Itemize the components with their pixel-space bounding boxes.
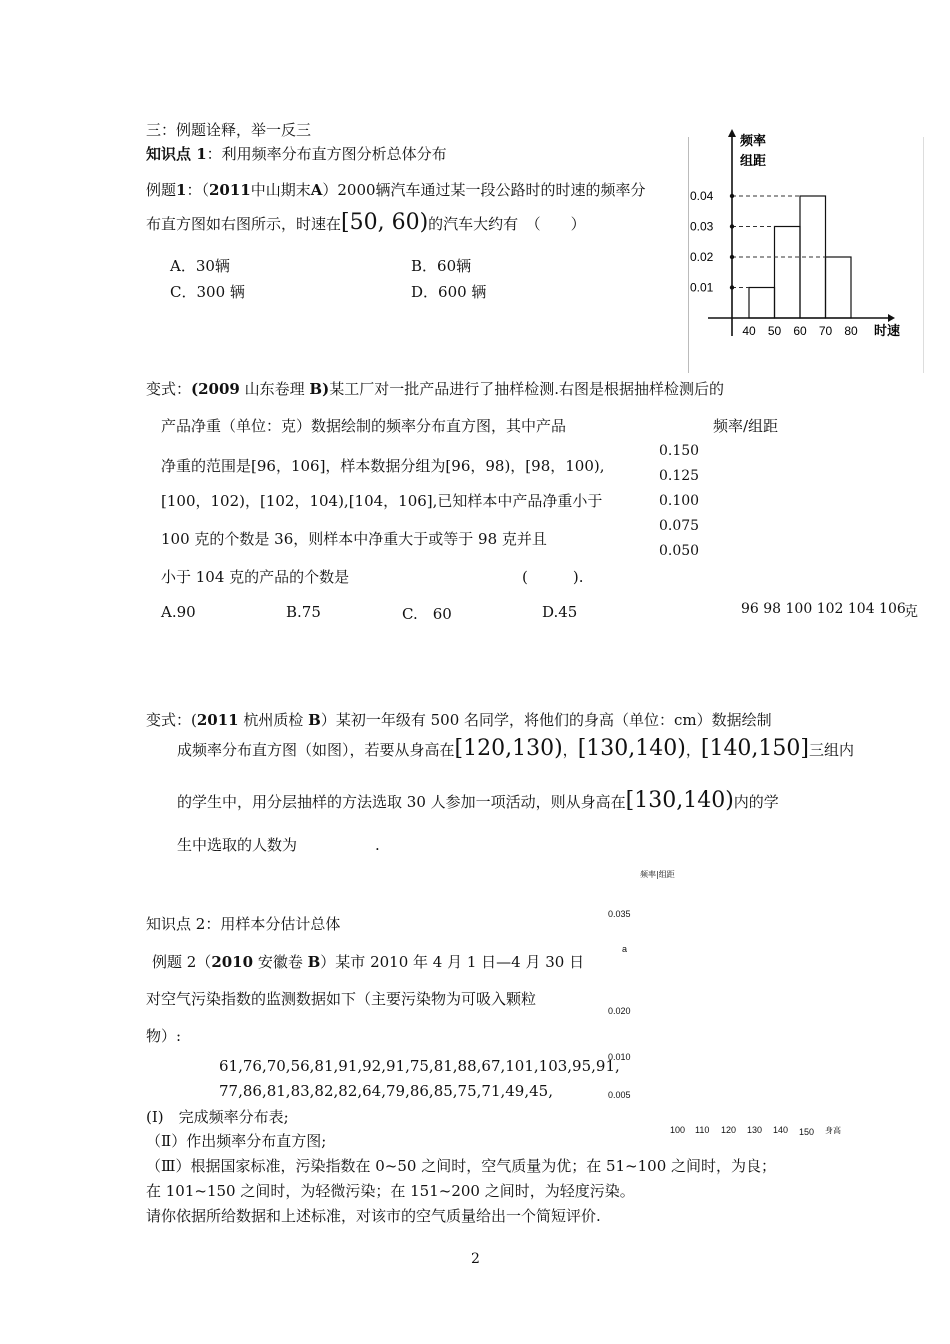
section-heading: 三：例题诠释，举一反三 <box>146 121 312 139</box>
option-c: C．300 辆 <box>170 283 245 301</box>
chart1-xtick: 40 <box>742 324 756 338</box>
chart3-xlabel: 身高 <box>825 1126 841 1135</box>
chart1-xtick: 70 <box>818 324 833 338</box>
variant-1-option-c: C. 60 <box>402 605 452 623</box>
variant-1-option-b: B.75 <box>286 603 321 621</box>
tick-dot <box>730 194 734 198</box>
chart3-xtick: 150 <box>799 1127 815 1137</box>
interval-140-150: [140,150] <box>700 736 810 761</box>
y-axis-arrow <box>728 129 736 137</box>
chart2-ytick: 0.150 <box>659 443 700 459</box>
chart3-ytick: 0.005 <box>608 1090 631 1100</box>
question-4: 请你依据所给数据和上述标准，对该市的空气质量给出一个简短评价. <box>146 1207 601 1225</box>
chart3-ytick: 0.035 <box>608 909 631 919</box>
variant-1-line-6: 小于 104 克的产品的个数是 <box>161 568 350 586</box>
chart2-ytick: 0.050 <box>659 543 700 559</box>
kp1-label: 知识点 1 <box>146 145 207 163</box>
histogram-bar <box>826 257 852 318</box>
chart1-ytick: 0.04 <box>690 189 714 203</box>
variant-1-line-5: 100 克的个数是 36，则样本中净重大于或等于 98 克并且 <box>161 530 547 548</box>
chart3-ytick: a <box>622 944 628 954</box>
option-d: D．600 辆 <box>411 283 487 301</box>
kp1-title: ：利用频率分布直方图分析总体分布 <box>206 145 447 163</box>
interval-120-130: [120,130) <box>454 736 563 761</box>
chart1-xtick: 80 <box>844 324 858 338</box>
chart1-xtick: 60 <box>793 324 807 338</box>
chart1-ylabel-top: 频率 <box>740 133 767 148</box>
example-1-line-1: 例题1：（2011中山期末A）2000辆汽车通过某一段公路时的时速的频率分 <box>146 181 646 199</box>
chart1-xlabel: 时速 <box>874 323 901 338</box>
histogram-bar <box>775 227 801 319</box>
question-3-line-1: （Ⅲ）根据国家标准，污染指数在 0~50 之间时，空气质量为优；在 51~100 之间时，为良； <box>146 1157 777 1175</box>
tick-dot <box>730 224 734 228</box>
chart3-ylabel: 频率|组距 <box>640 870 675 879</box>
chart1-ylabel-bottom: 组距 <box>740 153 767 168</box>
histogram-bar <box>749 288 775 319</box>
chart1-xtick: 50 <box>767 324 782 338</box>
chart3-xtick: 100 <box>670 1125 686 1135</box>
data-line-2: 77,86,81,83,82,82,64,79,86,85,75,71,49,45, <box>219 1082 553 1100</box>
tick-dot <box>730 255 734 259</box>
chart3-ytick: 0.020 <box>608 1006 631 1016</box>
chart1-ytick: 0.02 <box>690 250 714 264</box>
chart2-xticks: 96 98 100 102 104 106 <box>741 601 906 617</box>
page-number: 2 <box>471 1251 480 1267</box>
question-2: （Ⅱ）作出频率分布直方图; <box>146 1132 327 1150</box>
chart2-ylabel: 频率/组距 <box>713 417 779 435</box>
chart3-xtick: 130 <box>747 1125 763 1135</box>
speed-histogram <box>688 127 924 373</box>
answer-paren: ( ). <box>522 568 584 586</box>
variant-2-line-2: 成频率分布直方图（如图），若要从身高在[120,130)，[130,140)，[140,150]三组内 <box>177 736 855 761</box>
chart3-xtick: 120 <box>721 1125 737 1135</box>
option-a: A．30辆 <box>170 257 230 275</box>
variant-2-line-1: 变式：(2011 杭州质检 B）某初一年级有 500 名同学，将他们的身高（单位：cm）数据绘制 <box>146 711 772 729</box>
chart2-ytick: 0.100 <box>659 493 700 509</box>
data-line-1: 61,76,70,56,81,91,92,91,75,81,88,67,101,103,95,91, <box>219 1057 620 1075</box>
example-1-line-2: 布直方图如右图所示，时速在[50, 60)的汽车大约有 （ ） <box>146 210 586 235</box>
chart1-ytick: 0.01 <box>690 280 714 295</box>
variant-1-option-a: A.90 <box>161 603 196 621</box>
interval-130-140-b: [130,140) <box>625 788 734 813</box>
example-2-line-3: 物）: <box>146 1027 182 1045</box>
variant-1-line-1: 变式：(2009 山东卷理 B)某工厂对一批产品进行了抽样检测.右图是根据抽样检测后的 <box>146 380 724 398</box>
example-2-line-1: 例题 2（2010 安徽卷 B）某市 2010 年 4 月 1 日—4 月 30 日 <box>152 953 585 971</box>
variant-1-option-d: D.45 <box>542 603 578 621</box>
interval-130-140: [130,140) <box>577 736 686 761</box>
variant-1-line-3: 净重的范围是[96，106]，样本数据分组为[96，98)，[98，100), <box>161 457 605 475</box>
option-b: B．60辆 <box>411 257 472 275</box>
x-axis-arrow <box>888 314 895 322</box>
question-3-line-2: 在 101~150 之间时，为轻微污染；在 151~200 之间时，为轻度污染。 <box>146 1182 635 1200</box>
chart2-ytick: 0.125 <box>659 468 700 484</box>
chart3-xtick: 110 <box>695 1125 710 1135</box>
variant-1-line-4: [100，102)，[102，104),[104，106],已知样本中产品净重小于 <box>161 492 603 510</box>
chart3-ytick: 0.010 <box>608 1052 631 1062</box>
chart2-xunit: 克 <box>904 604 918 620</box>
tick-dot <box>730 285 734 289</box>
chart1-ytick: 0.03 <box>690 219 714 234</box>
example-2-line-2: 对空气污染指数的监测数据如下（主要污染物为可吸入颗粒 <box>146 990 537 1008</box>
question-1: (Ⅰ) 完成频率分布表; <box>146 1108 289 1126</box>
interval-50-60: [50, 60) <box>341 210 429 235</box>
variant-2-line-4: 生中选取的人数为 . <box>177 836 380 854</box>
knowledge-point-2: 知识点 2：用样本分估计总体 <box>146 915 341 933</box>
knowledge-point-1 <box>146 143 447 164</box>
chart2-ytick: 0.075 <box>659 518 700 534</box>
variant-2-line-3: 的学生中，用分层抽样的方法选取 30 人参加一项活动，则从身高在[130,140)内的学 <box>177 788 779 813</box>
variant-1-line-2: 产品净重（单位：克）数据绘制的频率分布直方图，其中产品 <box>161 417 567 435</box>
chart3-xtick: 140 <box>773 1125 789 1135</box>
